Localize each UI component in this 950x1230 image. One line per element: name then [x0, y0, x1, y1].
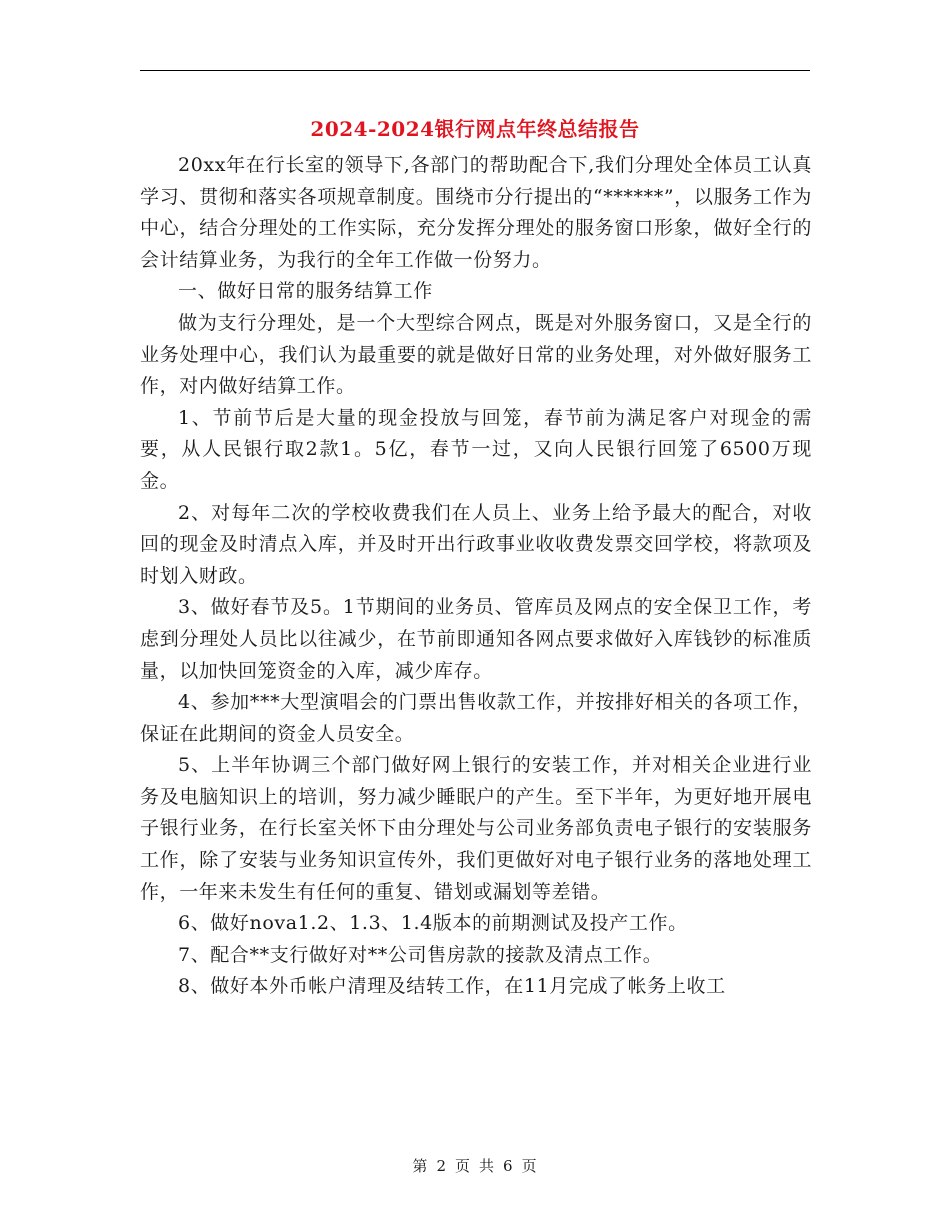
paragraph: 做为支行分理处，是一个大型综合网点，既是对外服务窗口，又是全行的业务处理中心，我们认为最重要的就是做好日常的业务处理，对外做好服务工作，对内做好结算工作。	[140, 311, 812, 398]
footer-suffix: 页	[521, 1157, 538, 1175]
footer-prefix: 第	[412, 1157, 429, 1175]
list-item: 2、对每年二次的学校收费我们在人员上、业务上给予最大的配合，对收回的现金及时清点入库，并及时开出行政事业收收费发票交回学校，将款项及时划入财政。	[140, 501, 812, 587]
page-footer	[0, 1155, 950, 1176]
document-body	[140, 150, 812, 1003]
list-item: 7、配合**支行做好对**公司售房款的接款及清点工作。	[178, 943, 663, 966]
list-item: 6、做好nova1.2、1.3、1.4版本的前期测试及投产工作。	[178, 912, 688, 935]
document-title: 2024-2024银行网点年终总结报告	[310, 117, 640, 141]
footer-page-word: 页	[454, 1157, 471, 1175]
header-rule	[140, 70, 810, 71]
list-item: 3、做好春节及5。1节期间的业务员、管库员及网点的安全保卫工作，考虑到分理处人员比以往减少，在节前即通知各网点要求做好入库钱钞的标准质量，以加快回笼资金的入库，减少库存。	[140, 596, 812, 682]
current-page-number: 2	[436, 1157, 447, 1175]
list-item: 1、节前节后是大量的现金投放与回笼，春节前为满足客户对现金的需要，从人民银行取2款1。5亿，春节一过，又向人民银行回笼了6500万现金。	[140, 406, 812, 492]
list-item: 4、参加***大型演唱会的门票出售收款工作，并按排好相关的各项工作，保证在此期间的资金人员安全。	[140, 691, 812, 745]
total-page-count: 6	[503, 1157, 514, 1175]
list-item: 5、上半年协调三个部门做好网上银行的安装工作，并对相关企业进行业务及电脑知识上的培训，努力减少睡眠户的产生。至下半年，为更好地开展电子银行业务，在行长室关怀下由分理处与公司业务部负责电子银行的安装服务工作，除了安装与业务知识宣传外，我们更做好对电子银行业务的落地处理工作，一年来未发生有任何的重复、错划或漏划等差错。	[140, 754, 812, 903]
section-heading-1: 一、做好日常的服务结算工作	[178, 280, 433, 303]
list-item: 8、做好本外币帐户清理及结转工作，在11月完成了帐务上收工	[178, 975, 726, 998]
footer-total-word: 共	[479, 1157, 496, 1175]
paragraph-intro: 20xx年在行长室的领导下,各部门的帮助配合下,我们分理处全体员工认真学习、贯彻和落实各项规章制度。围绕市分行提出的“******”，以服务工作为中心，结合分理处的工作实际，充分发挥分理处的服务窗口形象，做好全行的会计结算业务，为我行的全年工作做一份努力。	[140, 154, 812, 271]
